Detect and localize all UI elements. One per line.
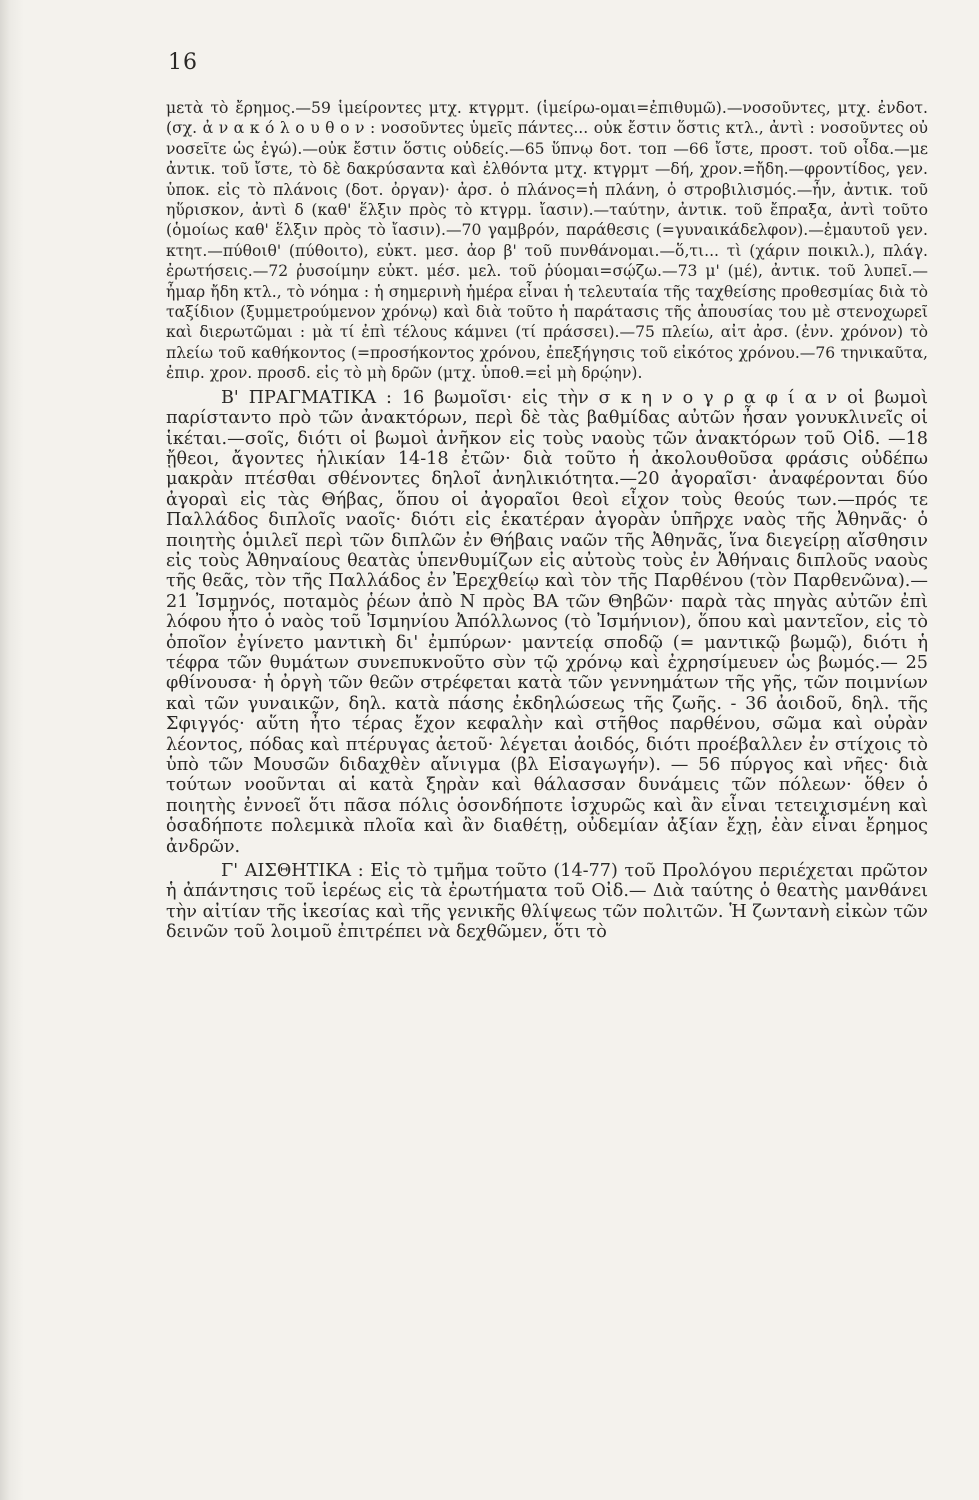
section-aisthitika: Γ' ΑΙΣΘΗΤΙΚΑ : Εἰς τὸ τμῆμα τοῦτο (14-77) τοῦ Προλόγου περιέχεται πρῶτον ἡ ἀπάντησις τοῦ ἱερέως εἰς τὰ ἐρωτήματα τοῦ Οἰδ.— Διὰ ταύτης ὁ θεατὴς μανθάνει τὴν αἰτίαν τῆς ἱκεσίας καὶ τῆς γενικῆς θλίψεως τῶν πολιτῶν. Ἡ ζωντανὴ εἰκὼν τῶν δεινῶν τοῦ λοιμοῦ ἐπιτρέπει νὰ δεχθῶμεν, ὅτι τὸ bbox=[166, 861, 928, 943]
page-body bbox=[166, 98, 928, 943]
grammatical-notes: μετὰ τὸ ἔρημος.—59 ἱμείροντες μτχ. κτγρμτ. (ἱμείρω-ομαι=ἐπιθυμῶ).—νοσοῦντες, μτχ. ἐνδοτ. (σχ. ἀ ν α κ ό λ ο υ θ ο ν : νοσοῦντες ὑμεῖς πάντες... οὐκ ἔστιν ὅστις κτλ., ἀντὶ : νοσοῦντες οὐ νοσεῖτε ὡς ἐγώ).—οὐκ ἔστιν ὅστις οὐδείς.—65 ὕπνῳ δοτ. τοπ —66 ἴστε, προστ. τοῦ οἶδα.—με ἀντικ. τοῦ ἴστε, τὸ δὲ δακρύσαντα καὶ ἐλθόντα μτχ. κτγρμτ —δή, χρον.=ἤδη.—φροντίδος, γεν. ὑποκ. εἰς τὸ πλάνοις (δοτ. ὀργαν)· ἀρσ. ὁ πλάνος=ἡ πλάνη, ὁ στροβιλισμός.—ἦν, ἀντικ. τοῦ ηὕρισκον, ἀντὶ δ (καθ' ἕλξιν πρὸς τὸ κτγρμ. ἴασιν).—ταύτην, ἀντικ. τοῦ ἔπραξα, ἀντὶ τοῦτο (ὁμοίως καθ' ἕλξιν πρὸς τὸ ἴασιν).—70 γαμβρόν, παράθεσις (=γυναικάδελφον).—ἐμαυτοῦ γεν. κτητ.—πύθοιθ' (πύθοιτο), εὐκτ. μεσ. ἀορ β' τοῦ πυνθάνομαι.—ὅ,τι... τὶ (χάριν ποικιλ.), πλάγ. ἐρωτήσεις.—72 ῥυσοίμην εὐκτ. μέσ. μελ. τοῦ ῥύομαι=σῴζω.—73 μ' (μέ), ἀντικ. τοῦ λυπεῖ.—ἦμαρ ἤδη κτλ., τὸ νόημα : ἡ σημερινὴ ἡμέρα εἶναι ἡ τελευταία τῆς ταχθείσης προθεσμίας διὰ τὸ ταξίδιον (ξυμμετρούμενον χρόνῳ) καὶ διὰ τοῦτο ἡ παράτασις τῆς ἀπουσίας του μὲ στενοχωρεῖ καὶ διερωτῶμαι : μὰ τί ἐπὶ τέλους κάμνει (τί πράσσει).—75 πλείω, αἰτ ἀρσ. (ἐνν. χρόνον) τὸ πλείω τοῦ καθήκοντος (=προσήκοντος χρόνου, ἐπεξήγησις τοῦ εἰκότος χρόνου.—76 τηνικαῦτα, ἐπιρ. χρον. προσδ. εἰς τὸ μὴ δρῶν (μτχ. ὑποθ.=εἰ μὴ δρῴην). bbox=[166, 99, 928, 383]
page-number: 16 bbox=[168, 50, 198, 75]
section-pragmatika: Β' ΠΡΑΓΜΑΤΙΚΑ : 16 βωμοῖσι· εἰς τὴν σ κ η ν ο γ ρ α φ ί α ν οἱ βωμοὶ παρίσταντο πρὸ τῶν ἀνακτόρων, περὶ δὲ τὰς βαθμίδας αὐτῶν ἦσαν γονυκλινεῖς οἱ ἱκέται.—σοῖς, διότι οἱ βωμοὶ ἀνῆκον εἰς τοὺς ναοὺς τῶν ἀνακτόρων τοῦ Οἰδ. —18 ᾔθεοι, ἄγοντες ἡλικίαν 14-18 ἐτῶν· διὰ τοῦτο ἡ ἀκολουθοῦσα φράσις οὐδέπω μακρὰν πτέσθαι σθένοντες δηλοῖ ἀνηλικιότητα.—20 ἀγοραῖσι· ἀναφέρονται δύο ἀγοραὶ εἰς τὰς Θήβας, ὅπου οἱ ἀγοραῖοι θεοὶ εἶχον τοὺς θεούς των.—πρός τε Παλλάδος διπλοῖς ναοῖς· διότι εἰς ἑκατέραν ἀγορὰν ὑπῆρχε ναὸς τῆς Ἀθηνᾶς· ὁ ποιητὴς ὁμιλεῖ περὶ τῶν διπλῶν ἐν Θήβαις ναῶν τῆς Ἀθηνᾶς, ἵνα διεγείρῃ αἴσθησιν εἰς τοὺς Ἀθηναίους θεατὰς ὑπενθυμίζων εἰς αὐτοὺς τοὺς ἐν Ἀθήναις διπλοῦς ναοὺς τῆς θεᾶς, τὸν τῆς Παλλάδος ἐν Ἐρεχθείῳ καὶ τὸν τῆς Παρθένου (τὸν Παρθενῶνα).— 21 Ἰσμηνός, ποταμὸς ῥέων ἀπὸ Ν πρὸς ΒΑ τῶν Θηβῶν· παρὰ τὰς πηγὰς αὐτῶν ἐπὶ λόφου ἦτο ὁ ναὸς τοῦ Ἰσμηνίου Ἀπόλλωνος (τὸ Ἰσμήνιον), ὅπου καὶ μαντεῖον, εἰς τὸ ὁποῖον ἐγίνετο μαντικὴ δι' ἐμπύρων· μαντείᾳ σποδῷ (= μαντικῷ βωμῷ), διότι ἡ τέφρα τῶν θυμάτων συνεπυκνοῦτο σὺν τῷ χρόνῳ καὶ ἐχρησίμευεν ὡς βωμός.— 25 φθίνουσα· ἡ ὀργὴ τῶν θεῶν στρέφεται κατὰ τῶν γεννημάτων τῆς γῆς, τῶν ποιμνίων καὶ τῶν γυναικῶν, δηλ. κατὰ πάσης ἐκδηλώσεως τῆς ζωῆς. - 36 ἀοιδοῦ, δηλ. τῆς Σφιγγός· αὕτη ἦτο τέρας ἔχον κεφαλὴν καὶ στῆθος παρθένου, σῶμα καὶ οὐρὰν λέοντος, πόδας καὶ πτέρυγας ἀετοῦ· λέγεται ἀοιδός, διότι προέβαλλεν ἐν στίχοις τὸ ὑπὸ τῶν Μουσῶν διδαχθὲν αἴνιγμα (βλ Εἰσαγωγήν). — 56 πύργος καὶ νῆες· διὰ τούτων νοοῦνται αἱ κατὰ ξηρὰν καὶ θάλασσαν δυνάμεις τῶν πόλεων· ὅθεν ὁ ποιητὴς ἐννοεῖ ὅτι πᾶσα πόλις ὁσονδήποτε ἰσχυρῶς καὶ ἂν εἶναι τετειχισμένη καὶ ὁσαδήποτε πολεμικὰ πλοῖα καὶ ἂν διαθέτῃ, οὐδεμίαν ἀξίαν ἔχῃ, ἐὰν εἶναι ἔρημος ἀνδρῶν. bbox=[166, 387, 928, 857]
